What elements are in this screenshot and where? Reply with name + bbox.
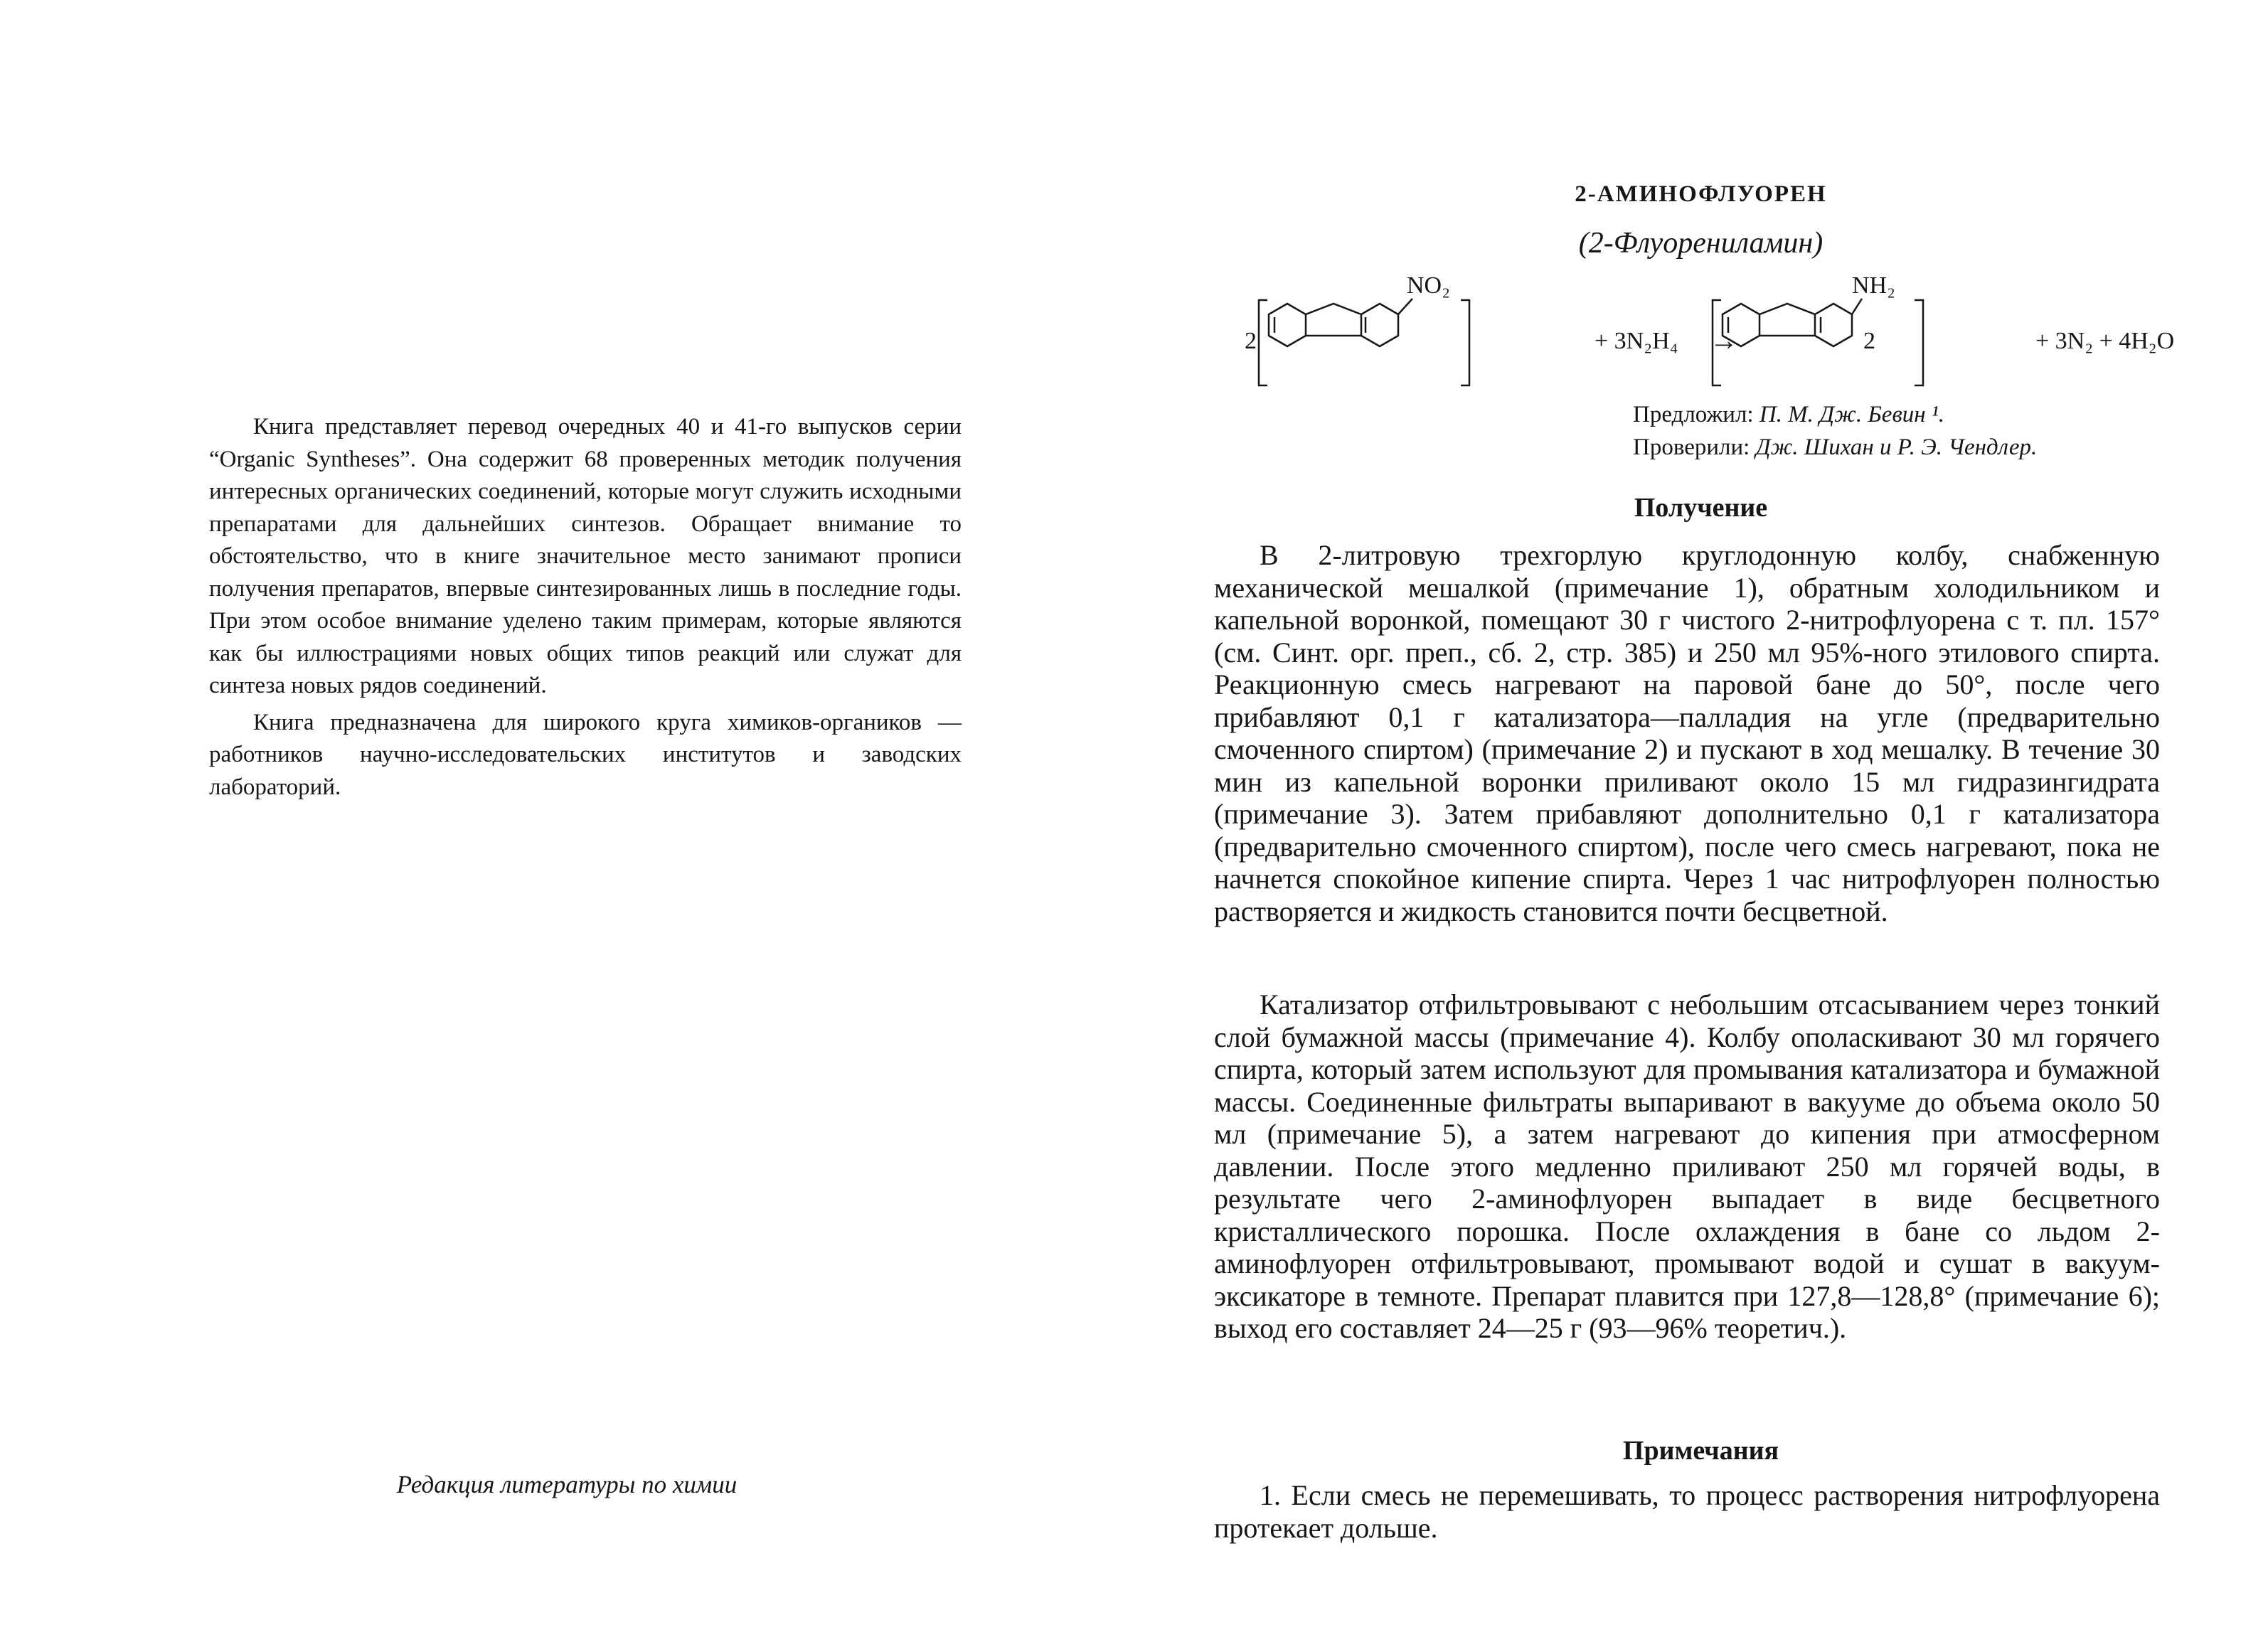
reactant-coefficient: 2 — [1245, 328, 1257, 354]
right-page — [1134, 0, 2268, 1647]
annotation-paragraph-1: Книга представляет перевод очередных 40 и 41-го выпусков серии “Organic Syntheses”. Она содержит 68 проверенных методик получения интересных органических соединений, которые могут служить исходными препаратами для дальнейших синтезов. Обращает внимание то обстоятельство, что в книге значительное место занимают прописи получения препаратов, впервые синтезированных лишь в последние годы. При этом особое внимание уделено таким примерам, которые являются как бы иллюстрациями новых общих типов реакций или служат для синтеза новых рядов соединений. — [209, 414, 962, 698]
note-text: 1. Если смесь не перемешивать, то процесс растворения нитрофлуорена протекает дольше. — [1214, 1479, 2160, 1544]
left-bracket-open — [1259, 300, 1267, 385]
right-bracket-close — [1915, 300, 1923, 385]
paragraph-text: Катализатор отфильтровывают с небольшим отсасыванием через тонкий слой бумажной массы (примечание 4). Колбу ополаскивают 30 мл горячего спирта, который затем используют для промывания катализатора и бумажной массы. Соединенные фильтраты выпаривают в вакууме до объема около 50 мл (примечание 5), а затем нагревают до кипения при атмосферном давлении. После этого медленно приливают 250 мл горячей воды, в результате чего 2-аминофлуорен выпадает в виде бесцветного кристаллического порошка. После охлаждения в бане со льдом 2-аминофлуорен отфильтровывают, промывают водой и сушат в вакуум-эксикаторе в темноте. Препарат плавится при 127,8—128,8° (примечание 6); выход его составляет 24—25 г (93—96% теоретич.). — [1214, 988, 2160, 1344]
proposed-by-line — [1633, 402, 2237, 428]
section-heading-notes: Примечания — [1622, 1436, 1779, 1466]
reaction-byproducts: + 3N₂ + 4H₂O — [2035, 328, 2175, 354]
reaction-arrow: → — [1710, 324, 1738, 356]
nitrofluorene-structure — [1269, 299, 1412, 346]
product-coefficient: 2 — [1863, 328, 1875, 354]
hydrazine-reagent: + 3N₂H₄ — [1594, 328, 1678, 354]
aminofluorene-structure — [1723, 299, 1862, 346]
compound-title: 2-АМИНОФЛУОРЕН — [1575, 181, 1827, 207]
checked-by-names: Дж. Шихан и Р. Э. Чендлер. — [1755, 435, 2038, 460]
amino-group-label: NH₂ — [1852, 272, 1895, 299]
book-annotation — [209, 411, 962, 804]
compound-synonym: (2-Флуорениламин) — [1578, 227, 1824, 260]
annotation-paragraph-2: Книга предназначена для широкого круга химиков-органиков — работников научно-исследовательских институтов и заводских лабораторий. — [209, 709, 962, 800]
checked-by-label: Проверили: — [1633, 435, 1750, 460]
paragraph-text: В 2-литровую трехгорлую круглодонную колбу, снабженную механической мешалкой (примечание 1), обратным холодильником и капельной воронкой, помещают 30 г чистого 2-нитрофлуорена с т. пл. 157° (см. Синт. орг. преп., сб. 2, стр. 385) и 250 мл 95%-ного этилового спирта. Реакционную смесь нагревают на паровой бане до 50°, после чего прибавляют 0,1 г катализатора—палладия на угле (предварительно смоченного спиртом) (примечание 2) и пускают в ход мешалку. В течение 30 мин из капельной воронки приливают около 15 мл гидразингидрата (примечание 3). Затем прибавляют дополнительно 0,1 г катализатора (предварительно смоченного спиртом), после чего смесь нагревают, пока не начнется спокойное кипение спирта. Через 1 час нитрофлуорен полностью растворяется и жидкость становится почти бесцветной. — [1214, 539, 2160, 927]
reaction-scheme — [1219, 272, 2215, 414]
preparation-paragraph-2 — [1214, 988, 2160, 1345]
nitro-group-label: NO₂ — [1407, 272, 1450, 299]
checked-by-line — [1633, 435, 2237, 461]
proposed-by-name: П. М. Дж. Бевин ¹. — [1759, 402, 1945, 427]
preparation-paragraph-1 — [1214, 539, 2160, 927]
publisher-imprint: Редакция литературы по химии — [396, 1471, 738, 1498]
left-bracket-close — [1461, 300, 1469, 385]
section-heading-preparation: Получение — [1634, 493, 1768, 523]
note-1 — [1214, 1479, 2160, 1544]
proposed-by-label: Предложил: — [1633, 402, 1754, 427]
